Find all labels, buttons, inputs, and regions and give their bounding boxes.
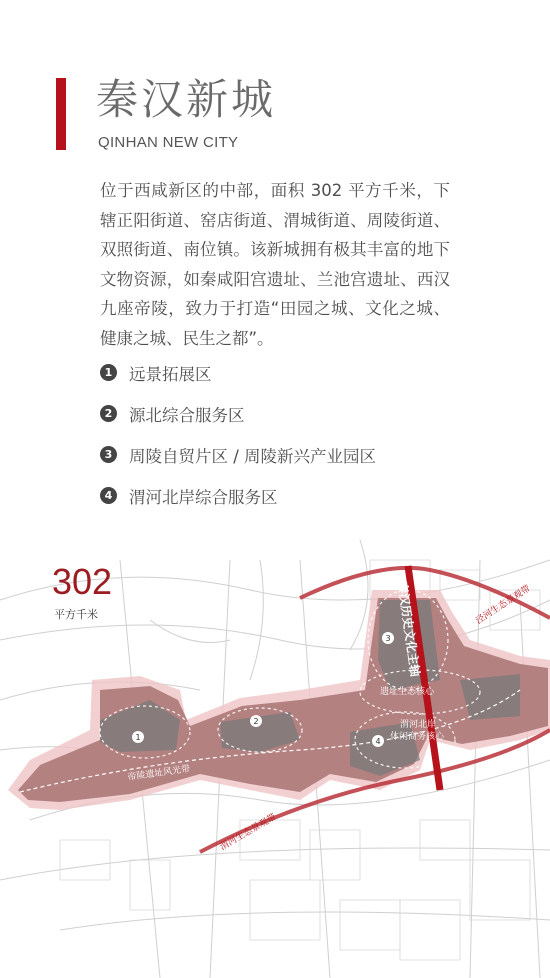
business-core-label-1: 渭河北岸 — [400, 720, 437, 730]
zone-list-item — [100, 434, 376, 475]
jing-belt-label: 泾河生态景观带 — [474, 583, 533, 627]
wei-belt-label: 渭河生态景观带 — [218, 812, 279, 853]
zone-number-badge: 1 — [100, 364, 117, 381]
page-subtitle: QINHAN NEW CITY — [98, 134, 239, 151]
zone-list-item — [100, 352, 376, 393]
zone-label: 周陵自贸片区 / 周陵新兴产业园区 — [129, 446, 377, 466]
area-value: 302 — [52, 561, 113, 602]
zone-number-badge: 4 — [100, 487, 117, 504]
axis-label: 秦汉历史文化主轴 — [395, 580, 423, 678]
description-paragraph: 位于西咸新区的中部，面积 302 平方千米，下辖正阳街道、窑店街道、渭城街道、周陵街道、双照街道、南位镇。该新城拥有极其丰富的地下文物资源，如秦咸阳宫遗址、兰池宫遗址、西汉九座帝陵，致力于打造“田园之城、文化之城、健康之城、民生之都”。 — [100, 181, 450, 348]
business-core-label-2: 休闲商务核心 — [390, 732, 445, 742]
zone-label: 渭河北岸综合服务区 — [129, 487, 278, 507]
zone-badge-2-label: 2 — [253, 717, 259, 726]
zone-badge-4-label: 4 — [375, 737, 381, 746]
zone-badge-1-label: 1 — [135, 733, 141, 742]
page-title: 秦汉新城 — [96, 75, 277, 124]
zone-list-item — [100, 475, 376, 516]
ruins-core-label: 遗址生态核心 — [380, 687, 435, 697]
zone-label: 源北综合服务区 — [129, 405, 245, 425]
tomb-belt-label: 帝陵遗址风光带 — [127, 764, 191, 783]
zone-number-badge: 2 — [100, 405, 117, 422]
zone-label: 远景拓展区 — [129, 364, 212, 384]
title-accent-bar — [56, 78, 66, 150]
zone-list-item — [100, 393, 376, 434]
area-unit: 平方千米 — [54, 608, 98, 621]
zone-number-badge: 3 — [100, 446, 117, 463]
zone-list — [100, 352, 376, 516]
zone-badge-3-label: 3 — [385, 634, 391, 643]
